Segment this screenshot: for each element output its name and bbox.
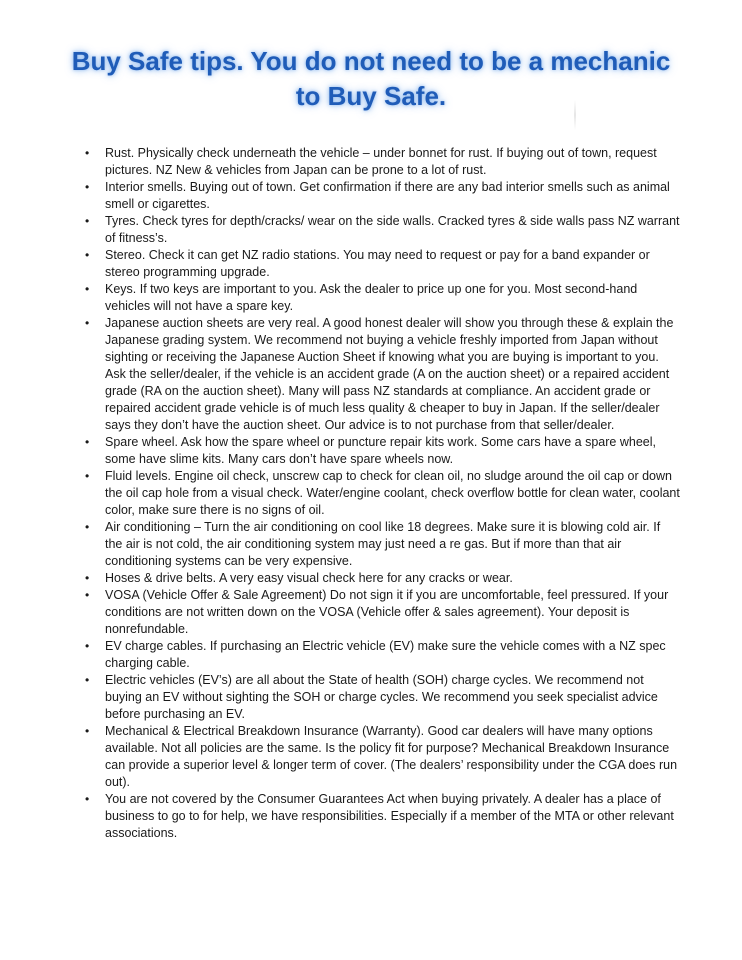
tip-text: Japanese auction sheets are very real. A good honest dealer will show you through these & explain the Japanese grading system. We recommend not buying a vehicle freshly imported from Japan without sighting or receiving the Japanese Auction Sheet if knowing what you are buying is important to you. Ask the seller/dealer, if the vehicle is an accident grade (A on the auction sheet) or a repaired accident grade (RA on the auction sheet). Many will pass NZ standards at compliance. An accident grade or repaired accident grade vehicle is of much less quality & cheaper to buy in Japan. If the seller/dealer says they don’t have the auction sheet. Our advice is to not purchase from that seller/dealer. bbox=[105, 316, 674, 432]
bullet-icon: • bbox=[85, 282, 90, 296]
bullet-icon: • bbox=[85, 792, 90, 806]
tip-text: Fluid levels. Engine oil check, unscrew cap to check for clean oil, no sludge around the oil cap or down the oil cap hole from a visual check. Water/engine coolant, check overflow bottle for clean water, coolant color, make sure there is no signs of oil. bbox=[105, 469, 680, 517]
tip-item bbox=[82, 281, 680, 315]
tip-text: Interior smells. Buying out of town. Get confirmation if there are any bad interior smells such as animal smell or cigarettes. bbox=[105, 180, 670, 211]
tip-item bbox=[82, 570, 680, 587]
tip-item bbox=[82, 145, 680, 179]
bullet-icon: • bbox=[85, 520, 90, 534]
page-title: Buy Safe tips. You do not need to be a mechanic to Buy Safe. bbox=[71, 46, 671, 111]
tip-text: Electric vehicles (EV’s) are all about the State of health (SOH) charge cycles. We recommend not buying an EV without sighting the SOH or charge cycles. We recommend you seek specialist advice before purchasing an EV. bbox=[105, 673, 658, 721]
tip-text: Air conditioning – Turn the air conditioning on cool like 18 degrees. Make sure it is blowing cold air. If the air is not cold, the air conditioning system may just need a re gas. But if more than that air conditioning systems can be very expensive. bbox=[105, 520, 661, 568]
tip-item bbox=[82, 247, 680, 281]
bullet-icon: • bbox=[85, 248, 90, 262]
tip-text: EV charge cables. If purchasing an Electric vehicle (EV) make sure the vehicle comes with a NZ spec charging cable. bbox=[105, 639, 666, 670]
bullet-icon: • bbox=[85, 435, 90, 449]
tip-item bbox=[82, 468, 680, 519]
tip-item bbox=[82, 587, 680, 638]
tip-item bbox=[82, 791, 680, 842]
tip-item bbox=[82, 723, 680, 791]
tip-text: Keys. If two keys are important to you. Ask the dealer to price up one for you. Most second-hand vehicles will not have a spare key. bbox=[105, 282, 638, 313]
bullet-icon: • bbox=[85, 316, 90, 330]
bullet-icon: • bbox=[85, 469, 90, 483]
tip-text: Stereo. Check it can get NZ radio stations. You may need to request or pay for a band expander or stereo programming upgrade. bbox=[105, 248, 650, 279]
tip-text: Hoses & drive belts. A very easy visual check here for any cracks or wear. bbox=[105, 571, 513, 585]
bullet-icon: • bbox=[85, 146, 90, 160]
tip-text: Rust. Physically check underneath the vehicle – under bonnet for rust. If buying out of town, request pictures. NZ New & vehicles from Japan can be prone to a lot of rust. bbox=[105, 146, 657, 177]
tip-item bbox=[82, 638, 680, 672]
tips-list bbox=[82, 145, 680, 842]
bullet-icon: • bbox=[85, 180, 90, 194]
tip-text: Spare wheel. Ask how the spare wheel or puncture repair kits work. Some cars have a spare wheel, some have slime kits. Many cars don’t have spare wheels now. bbox=[105, 435, 656, 466]
bullet-icon: • bbox=[85, 724, 90, 738]
tip-item bbox=[82, 434, 680, 468]
bullet-icon: • bbox=[85, 673, 90, 687]
tip-text: You are not covered by the Consumer Guarantees Act when buying privately. A dealer has a place of business to go to for help, we have responsibilities. Especially if a member of the MTA or other relevant associations. bbox=[105, 792, 674, 840]
bullet-icon: • bbox=[85, 214, 90, 228]
tip-text: Tyres. Check tyres for depth/cracks/ wear on the side walls. Cracked tyres & side walls pass NZ warrant of fitness’s. bbox=[105, 214, 680, 245]
tip-text: Mechanical & Electrical Breakdown Insurance (Warranty). Good car dealers will have many options available. Not all policies are the same. Is the policy fit for purpose? Mechanical Breakdown Insurance can provide a superior level & longer term of cover. (The dealers’ responsibility under the CGA does run out). bbox=[105, 724, 678, 789]
bullet-icon: • bbox=[85, 588, 90, 602]
tip-item bbox=[82, 213, 680, 247]
photo-glare bbox=[574, 100, 576, 130]
bullet-icon: • bbox=[85, 571, 90, 585]
tip-text: VOSA (Vehicle Offer & Sale Agreement) Do not sign it if you are uncomfortable, feel pressured. If your conditions are not written down on the VOSA (Vehicle offer & sales agreement). Your deposit is nonrefundable. bbox=[105, 588, 669, 636]
tip-item bbox=[82, 672, 680, 723]
tip-item bbox=[82, 179, 680, 213]
tip-item bbox=[82, 315, 680, 434]
bullet-icon: • bbox=[85, 639, 90, 653]
tip-item bbox=[82, 519, 680, 570]
